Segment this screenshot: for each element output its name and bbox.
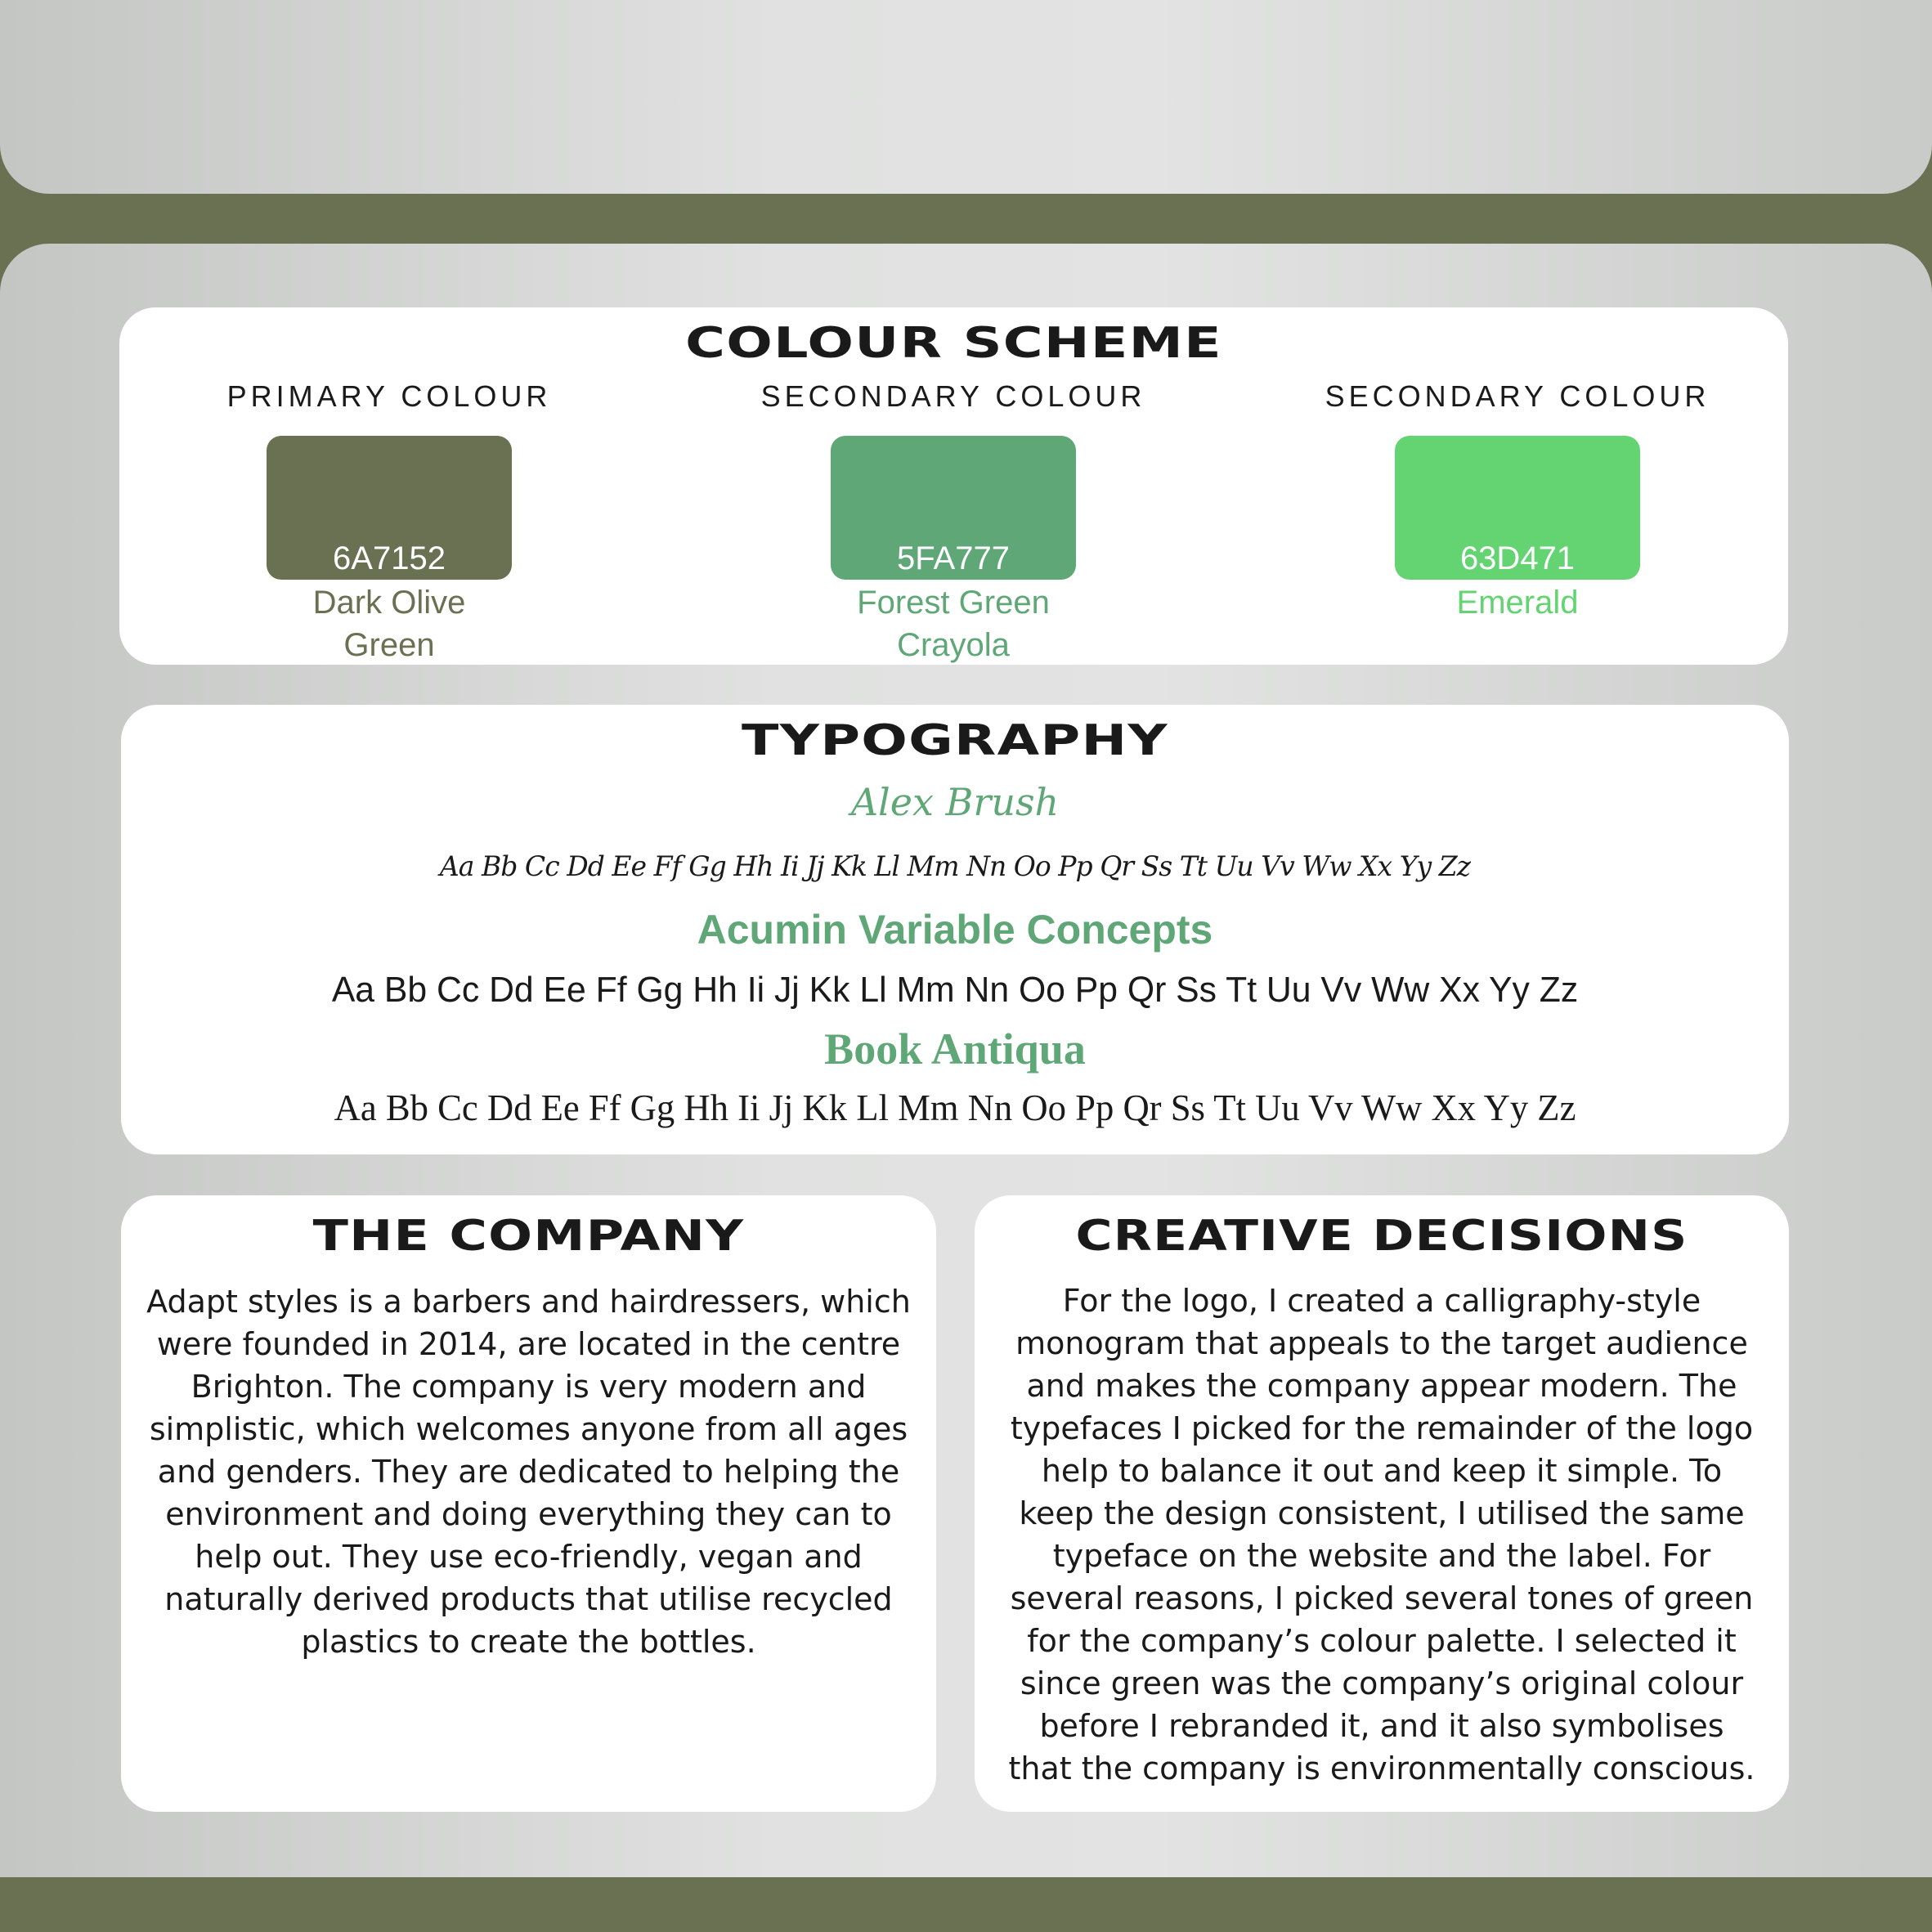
colour-swatch [267,436,512,580]
company-description: Adapt styles is a barbers and hairdressers, which were founded in 2014, are located in the centre Brighton. The company is very modern and simplistic, which welcomes anyone from all ages and genders. They are dedicated to helping the environment and doing everything they can to help out. They use eco-friendly, vegan and naturally derived products that utilise recycled plastics to create the bottles. [146,1284,911,1660]
creative-decisions-card [975,1195,1789,1812]
colour-swatch [1395,436,1640,580]
swatch-label: SECONDARY COLOUR [760,379,1146,413]
alphabet-alex-brush: Aa Bb Cc Dd Ee Ff Gg Hh Ii Jj Kk Ll Mm Nn Oo Pp Qr Ss Tt Uu Vv Ww Xx Yy Zz [439,850,1471,883]
swatch-label: PRIMARY COLOUR [226,379,552,413]
creative-decisions-description: For the logo, I created a calligraphy-style monogram that appeals to the target audience and makes the company appear modern. The typefaces I picked for the remainder of the logo help to balance it out and keep it simple. To keep the design consistent, I utilised the same typeface on the website and the label. For several reasons, I picked several tones of green for the company’s colour palette. I selected it since green was the company’s original colour before I rebranded it, and it also symbolises that the company is environmentally conscious. [1008,1283,1755,1786]
typography-card [121,705,1789,1154]
creative-decisions-title: CREATIVE DECISIONS [1075,1212,1688,1261]
swatch-name: Dark Olive Green [312,585,466,663]
swatch-name: Emerald [1456,585,1579,621]
alphabet-acumin: Aa Bb Cc Dd Ee Ff Gg Hh Ii Jj Kk Ll Mm Nn Oo Pp Qr Ss Tt Uu Vv Ww Xx Yy Zz [331,970,1579,1010]
swatch-secondary-2 [1272,376,1763,624]
swatch-secondary-1 [708,376,1199,666]
font-name-alex-brush: Alex Brush [850,780,1060,824]
swatch-label: SECONDARY COLOUR [1325,379,1710,413]
company-title: THE COMPANY [312,1212,745,1261]
font-name-book-antiqua: Book Antiqua [824,1024,1086,1074]
swatch-name: Forest Green Crayola [857,585,1050,663]
alphabet-book-antiqua: Aa Bb Cc Dd Ee Ff Gg Hh Ii Jj Kk Ll Mm Nn Oo Pp Qr Ss Tt Uu Vv Ww Xx Yy Zz [334,1087,1576,1128]
colour-swatch [831,436,1076,580]
swatch-hex: 5FA777 [897,540,1010,576]
swatch-primary [144,376,634,666]
colour-scheme-card [119,307,1788,665]
font-name-acumin: Acumin Variable Concepts [697,907,1213,953]
top-panel [0,0,1932,194]
company-card [121,1195,936,1812]
swatch-hex: 6A7152 [333,540,446,576]
typography-title: TYPOGRAPHY [742,716,1168,765]
colour-scheme-title: COLOUR SCHEME [685,319,1222,368]
swatch-hex: 63D471 [1459,540,1576,576]
